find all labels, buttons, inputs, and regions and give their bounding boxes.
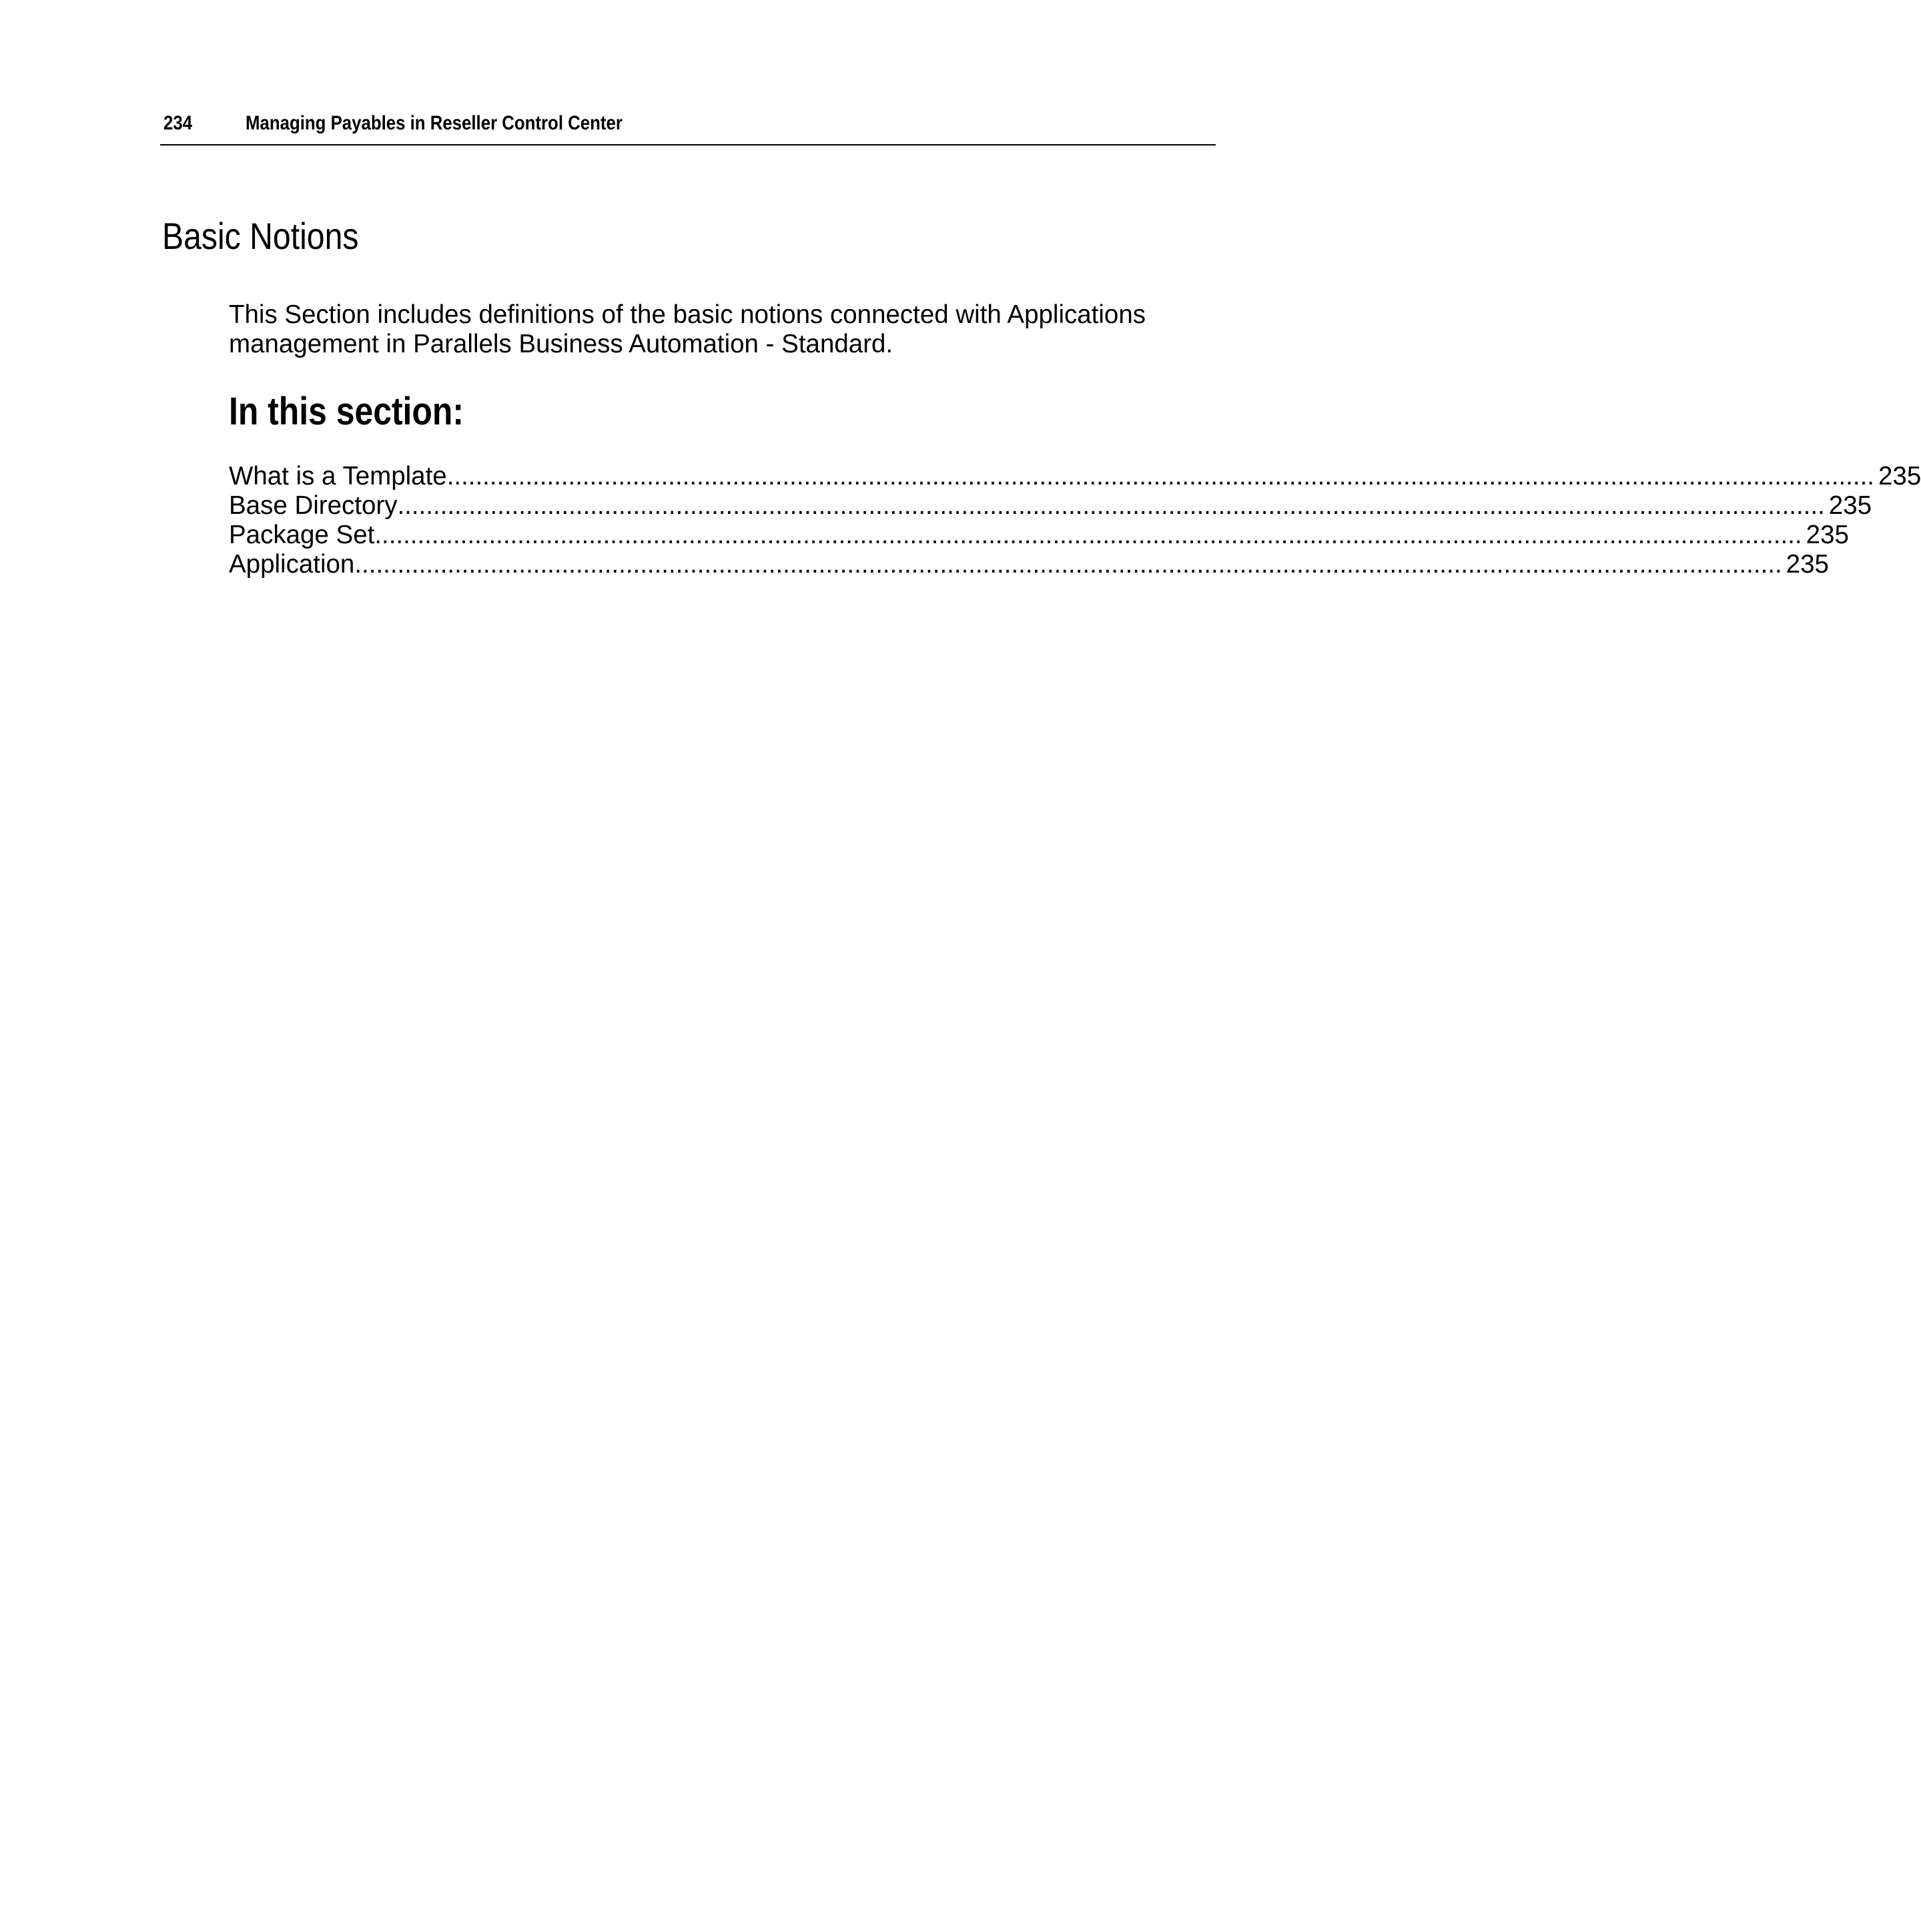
intro-paragraph: This Section includes definitions of the basic notions connected with Applications management in Parallels Business Automation - Standard.	[229, 300, 1146, 358]
toc-entry[interactable]	[229, 550, 1829, 579]
toc-entry[interactable]	[229, 491, 1872, 521]
toc-entry-page[interactable]: 235	[1806, 521, 1849, 549]
section-title: Basic Notions	[162, 215, 359, 257]
toc-entry-label[interactable]: Package Set	[229, 521, 375, 549]
toc-entry[interactable]	[229, 521, 1849, 550]
page-number: 234	[163, 112, 193, 134]
toc-entry-page[interactable]: 235	[1828, 491, 1872, 520]
toc-entry-page[interactable]: 235	[1786, 550, 1829, 579]
toc-heading: In this section:	[229, 390, 464, 433]
toc-leader-dots: ........................................................................................................................................................................................................	[397, 491, 1825, 520]
chapter-title: Managing Payables in Reseller Control Center	[246, 112, 623, 134]
toc-entry-page[interactable]: 235	[1878, 462, 1921, 491]
toc-entry[interactable]	[229, 462, 1921, 491]
toc-leader-dots: ........................................................................................................................................................................................................	[354, 550, 1782, 579]
toc-leader-dots: ........................................................................................................................................................................................................	[374, 521, 1802, 549]
toc-list	[229, 462, 1921, 579]
toc-leader-dots: ........................................................................................................................................................................................................	[446, 462, 1874, 491]
running-header	[160, 112, 1216, 145]
toc-entry-label[interactable]: Base Directory	[229, 491, 398, 520]
toc-entry-label[interactable]: What is a Template	[229, 462, 447, 491]
toc-entry-label[interactable]: Application	[229, 550, 355, 579]
